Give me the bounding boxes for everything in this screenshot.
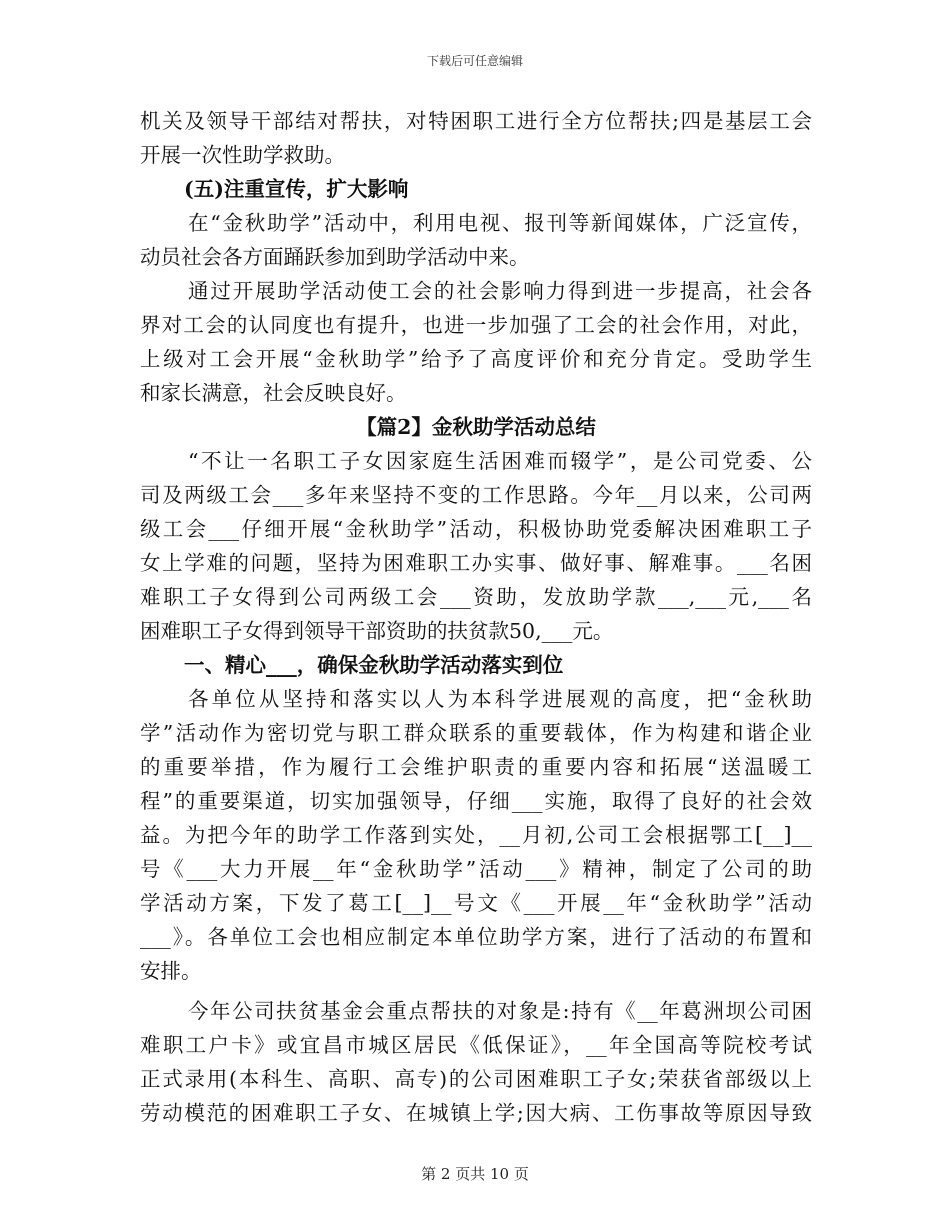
text-line: 司及两级工会___多年来坚持不变的工作思路。今年__月以来，公司两 (140, 483, 812, 507)
text-line: “不让一名职工子女因家庭生活困难而辍学”，是公司党委、公 (188, 449, 812, 473)
text-line: 开展一次性助学救助。 (140, 143, 345, 167)
text-line: 号《___大力开展__年“金秋助学”活动___》精神，制定了公司的助 (140, 857, 812, 881)
text-line: 女上学难的问题，坚持为困难职工办实事、做好事、解难事。___名困 (140, 551, 812, 575)
text-line: 学活动方案，下发了葛工[__]__号文《___开展__年“金秋助学”活动 (140, 891, 812, 915)
text-line: 难职工户卡》或宜昌市城区居民《低保证》，__年全国高等院校考试 (140, 1033, 812, 1057)
text-line: 上级对工会开展“金秋助学”给予了高度评价和充分肯定。受助学生 (140, 347, 812, 371)
text-line: 益。为把今年的助学工作落到实处，__月初,公司工会根据鄂工[__]__ (140, 823, 812, 847)
text-line: ___》。各单位工会也相应制定本单位助学方案，进行了活动的布置和 (140, 925, 812, 949)
text-line: 和家长满意，社会反映良好。 (140, 381, 407, 405)
text-line: 动员社会各方面踊跃参加到助学活动中来。 (140, 245, 530, 269)
text-line: 劳动模范的困难职工子女、在城镇上学;因大病、工伤事故等原因导致 (140, 1101, 812, 1125)
text-line: 学”活动作为密切党与职工群众联系的重要载体，作为构建和谐企业 (140, 721, 812, 745)
text-line: 今年公司扶贫基金会重点帮扶的对象是:持有《__年葛洲坝公司困 (188, 999, 812, 1023)
text-line: 难职工子女得到公司两级工会___资助，发放助学款___,___元,___名 (140, 585, 812, 609)
text-line: 困难职工子女得到领导干部资助的扶贫款50,___元。 (140, 619, 614, 643)
text-line: 安排。 (140, 959, 202, 983)
text-line: 在“金秋助学”活动中，利用电视、报刊等新闻媒体，广泛宣传， (188, 211, 812, 235)
page-header: 下载后可任意编辑 (426, 54, 523, 68)
text-line: 机关及领导干部结对帮扶，对特困职工进行全方位帮扶;四是基层工会 (140, 109, 812, 133)
text-line: 界对工会的认同度也有提升，也进一步加强了工会的社会作用，对此， (140, 313, 812, 337)
document-body (140, 104, 812, 1130)
section-heading: 一、精心___，确保金秋助学活动落实到位 (184, 653, 564, 677)
article-title: 【篇2】金秋助学活动总结 (356, 415, 596, 439)
text-line: 程”的重要渠道，切实加强领导，仔细___实施，取得了良好的社会效 (140, 789, 812, 813)
page-footer: 第 2 页共 10 页 (421, 1165, 529, 1183)
text-line: 的重要举措，作为履行工会维护职责的重要内容和拓展“送温暖工 (140, 755, 812, 779)
text-line: 正式录用(本科生、高职、高专)的公司困难职工子女;荣获省部级以上 (140, 1067, 812, 1091)
text-line: 通过开展助学活动使工会的社会影响力得到进一步提高，社会各 (188, 279, 812, 303)
section-heading: (五)注重宣传，扩大影响 (184, 177, 409, 201)
text-line: 级工会___仔细开展“金秋助学”活动，积极协助党委解决困难职工子 (140, 517, 812, 541)
text-line: 各单位从坚持和落实以人为本科学进展观的高度，把“金秋助 (188, 687, 812, 711)
